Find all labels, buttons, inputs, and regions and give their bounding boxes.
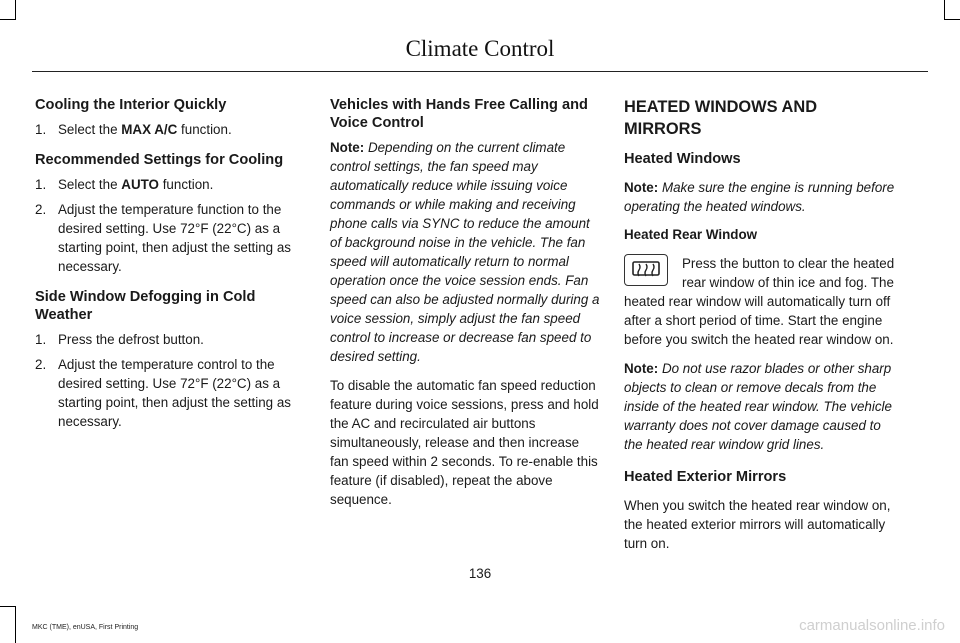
paragraph-rear-window: Press the button to clear the heated rear window of thin ice and fog. The heated rear window will automatically turn off after a short period of time. Start the engine before you switch the heated rear window on. [624, 256, 895, 347]
page-number: 136 [468, 566, 492, 581]
paragraph-disable-feature: To disable the automatic fan speed reduction feature during voice sessions, press and hold the AC and recirculated air buttons simultaneously, release and then increase fan speed within 2 seconds. To re-enable this feature (if disabled), repeat the above sequence. [330, 378, 599, 507]
page-title: Climate Control [405, 36, 555, 61]
heading-heated-windows: Heated Windows [624, 151, 741, 167]
note-razor-blades: Note: Do not use razor blades or other sharp objects to clean or remove decals from the inside of the heated rear window. The vehicle warranty does not cover damage caused to the heated rear window grid lines. [624, 361, 892, 452]
header-rule [32, 71, 928, 72]
list-item: 2. Adjust the temperature control to the desired setting. Use 72°F (22°C) as a starting point, then adjust the setting as necessary. [35, 357, 291, 429]
crop-mark [0, 19, 16, 20]
steps-recommended-cooling [35, 175, 307, 276]
heading-side-window-defogging: Side Window Defogging in Cold Weather [35, 289, 256, 323]
heading-hands-free: Vehicles with Hands Free Calling and Voice Control [330, 97, 588, 131]
crop-mark [15, 0, 16, 20]
steps-side-window-defogging [35, 330, 307, 431]
section-title: HEATED WINDOWS AND MIRRORS [624, 98, 818, 138]
note-fan-speed: Note: Depending on the current climate control settings, the fan speed may automatically reduce while issuing voice commands or while making and receiving phone calls via SYNC to reduce the amount of background noise in the vehicle. The fan speed will automatically return to normal operation once the voice session ends. Fan speed can also be adjusted normally during a voice session, simply adjust the fan speed control to increase or decrease fan speed to desired setting. [330, 140, 600, 364]
watermark: carmanualsonline.info [799, 617, 945, 634]
note-engine-running: Note: Make sure the engine is running before operating the heated windows. [624, 180, 895, 214]
heading-heated-mirrors: Heated Exterior Mirrors [624, 469, 787, 485]
column-middle [330, 96, 600, 519]
list-item: 1. Select the MAX A/C function. [35, 122, 232, 137]
heading-cooling-quickly: Cooling the Interior Quickly [35, 97, 227, 113]
list-item: 1. Press the defrost button. [35, 332, 204, 347]
heading-heated-rear-window: Heated Rear Window [624, 227, 758, 242]
list-item: 2. Adjust the temperature function to the desired setting. Use 72°F (22°C) as a starting point, then adjust the setting as necessary. [35, 202, 291, 274]
crop-mark [944, 19, 960, 20]
steps-cooling-quickly [35, 120, 307, 139]
rear-defrost-icon [624, 254, 668, 286]
crop-mark [944, 0, 945, 20]
column-left [35, 96, 307, 443]
crop-mark [15, 606, 16, 643]
list-item: 1. Select the AUTO function. [35, 177, 214, 192]
edition-label: MKC (TME), enUSA, First Printing [32, 624, 139, 631]
paragraph-heated-mirrors: When you switch the heated rear window on, the heated exterior mirrors will automatically turn on. [624, 498, 891, 551]
heading-recommended-cooling: Recommended Settings for Cooling [35, 152, 284, 168]
crop-mark [0, 606, 16, 607]
column-right [624, 96, 896, 563]
